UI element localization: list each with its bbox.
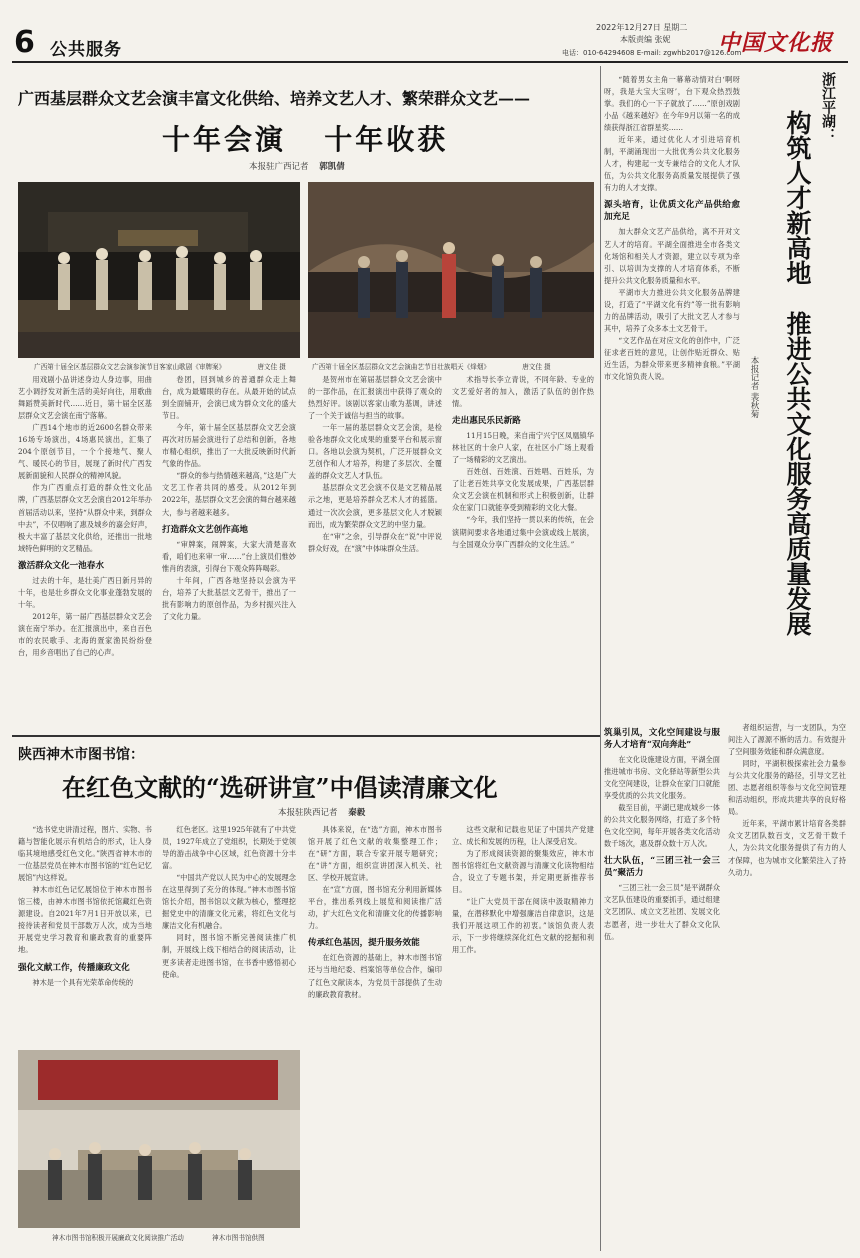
paragraph: “让广大党员干部在阅读中汲取精神力量，在潜移默化中增强廉洁自律意识，这是我们开展这项工作的初衷。”该馆负责人表示，下一步将继续深化红色文献的挖掘和利用工作。	[452, 897, 594, 955]
paragraph: 神木市红色记忆展馆位于神木市图书馆三楼，由神木市图书馆依托馆藏红色资源建设。自2021年7月1日开放以来，已接待读者和党员干部数万人次，成为当地开展党史学习教育和廉政教育的重要阵地。	[18, 885, 152, 955]
paragraph: “中国共产党以人民为中心的发展理念在这里得到了充分的体现。”神木市图书馆馆长介绍，图书馆以文献为核心，整理挖掘党史中的清廉文化元素，将红色文化与廉洁文化有机融合。	[162, 873, 296, 931]
paragraph: 者组织运营，与一支团队，为空间注入了源源不断的活力。有效提升了空间服务效能和群众满意度。	[728, 723, 846, 757]
article1-byline	[249, 160, 345, 172]
caption-left-credit: 唐文佳 摄	[257, 363, 286, 371]
subheading: 传承红色基因，提升服务效能	[308, 938, 420, 949]
article2-caption-text: 神木市图书馆积极开展廉政文化阅读推广活动	[52, 1234, 184, 1242]
article-guangxi	[12, 66, 598, 731]
caption-right	[312, 361, 551, 371]
phone-line: 电话：010-64294608 E-mail: zgwhb2017@126.com	[562, 49, 742, 57]
paragraph: 卷团，回到城乡的普通群众走上舞台，成为最耀眼的存在。从最开始的试点到全面铺开，会演已成为群众文化的盛大节日。	[162, 375, 296, 421]
subheading: 激活群众文化一池春水	[18, 560, 104, 571]
article2-caption	[52, 1232, 265, 1242]
paragraph: “三团三社一会三员”是平湖群众文艺队伍建设的重要抓手，通过组建文艺团队、成立文艺社团、发展文化志愿者，进一步壮大了群众文化队伍。	[604, 883, 720, 941]
paragraph: 在文化设施建设方面，平湖全面推进城市书房、文化驿站等新型公共文化空间建设，让群众在家门口就能享受优质的公共文化服务。	[604, 755, 720, 801]
subheading: 源头培育，让优质文化产品供给愈加充足	[604, 200, 740, 223]
article1-kicker: 广西基层群众文艺会演丰富文化供给、培养文艺人才、繁荣群众文艺——	[18, 89, 531, 108]
photo-shenpaian	[18, 182, 300, 358]
article1-title: 十年会演 十年收获	[162, 123, 449, 156]
masthead	[0, 0, 860, 62]
article-pinghu	[604, 66, 850, 1252]
subheading: 壮大队伍，“三团三社一会三员”聚活力	[604, 856, 720, 879]
paragraph: 神木是一个具有光荣革命传统的	[32, 977, 134, 987]
caption-left	[34, 361, 286, 371]
column-divider	[600, 66, 601, 1251]
article3-column-lower-right	[728, 722, 846, 1248]
paragraph: “选书党史讲清过程，图片、实物、书籍与智能化展示有机结合的形式，让人身临其境地感受红色文化。”陕西省神木市的一位基层党员在神木市图书馆的“红色记忆展馆”内这样说。	[18, 825, 152, 883]
subheading: 走出惠民乐民新路	[452, 416, 521, 427]
paragraph: 在“宣”方面，图书馆充分利用新媒体平台，推出系列线上展览和阅读推广活动，扩大红色文化和清廉文化的传播影响力。	[308, 885, 442, 931]
editor-line: 本版责编 张妮	[620, 35, 671, 44]
paragraph: “今年，我们坚持一贯以来的传统，在会演期间要求各地通过集中会演或线上展演，与全国观众分享广西群众的文化生活。”	[452, 515, 594, 549]
article2-kicker: 陕西神木市图书馆：	[18, 747, 144, 763]
paragraph: 一年一届的基层群众文艺会演，是检验各地群众文化成果的重要平台和展示窗口。各地以会演为契机，广泛开展群众文艺创作和人才培养，构建了多层次、全覆盖的群众文艺人才队伍。	[308, 423, 442, 481]
paragraph: 过去的十年，是壮美广西日新月异的十年，也是壮乡群众文化事业蓬勃发展的十年。	[18, 575, 152, 609]
article1-column-1	[18, 374, 152, 728]
article1-column-2	[162, 374, 296, 728]
article2-column-1	[18, 824, 152, 1046]
paragraph: “文艺作品在对应文化的创作中，广泛征求老百姓的意见，让创作贴近群众、贴近生活，为群众带来更多精神食粮。”平湖市文化馆负责人说。	[604, 335, 740, 382]
paragraph: 用戏剧小品讲述身边人身边事，用曲艺小调抒发对新生活的美好向往，用歌曲舞蹈赞美新时代……近日，第十届全区基层群众文艺会演在南宁落幕。	[18, 375, 152, 421]
caption-left-text: 广西第十届全区基层群众文艺会演参演节目客家山歌剧《审牌案》	[34, 363, 226, 371]
paragraph: 百姓创、百姓演、百姓唱、百姓乐，为了让老百姓共享文化发展成果，广西基层群众文艺会演在机制和形式上积极创新，让群众在家门口就能享受到精彩的文化大餐。	[452, 467, 594, 513]
paragraph: “审牌案，闹牌案，大家大清楚喜欢看，咱们也来审一审……”台上演员们惟妙惟肖的表演，引得台下观众阵阵喝彩。	[162, 539, 296, 573]
paragraph: 今年，第十届全区基层群众文艺会演再次对历届会演进行了总结和创新，各地市精心组织，推出了一大批反映新时代新气象的作品。	[162, 423, 296, 469]
article3-byline: 本报记者 裴秋菊	[749, 356, 759, 419]
article1-column-4	[452, 374, 594, 728]
paragraph: 近年来，平湖市累计培育各类群众文艺团队数百支，文艺骨干数千人，为公共文化服务提供了有力的人才保障，也为城市文化繁荣注入了持久动力。	[728, 819, 846, 877]
date-line: 2022年12月27日 星期二	[596, 23, 688, 32]
subheading: 打造群众文艺创作高地	[162, 524, 248, 535]
article3-column-upper	[604, 74, 740, 712]
newspaper-logo: 中国文化报	[718, 30, 834, 56]
paragraph: “随着男女主角一幕幕动情对白‘啊呀呀，我是大宝大宝呀’，台下观众热烈鼓掌。我们的心一下子就放了……”原创戏剧小品《越来越好》在今年9月以第一名的成绩获得浙江省群星奖……	[604, 75, 740, 133]
masthead-rule	[12, 61, 848, 63]
paragraph: 2012年，第一届广西基层群众文艺会演在南宁举办。在汇报演出中，来自百色市的农民歌手、北海的疍家渔民纷纷登台，用乡音唱出了自己的心声。	[18, 611, 152, 657]
paragraph: 同时，平湖积极探索社会力量参与公共文化服务的路径，引导文艺社团、志愿者组织等参与文化空间管理和活动组织，形成共建共享的良好格局。	[728, 759, 846, 817]
article3-column-lower-left	[604, 722, 720, 1248]
article-shenmu	[12, 738, 598, 1253]
article2-column-4	[452, 824, 594, 1244]
stage-scene-right	[308, 182, 594, 358]
article1-column-3	[308, 374, 442, 728]
subheading: 筑巢引凤，文化空间建设与服务人才培育“双向奔赴”	[604, 728, 720, 750]
article2-byline	[278, 806, 365, 818]
paragraph: 11月15日晚，来自南宁兴宁区凤凰镇华林社区的十余户人家，在社区小广场上观看了一场精彩的文艺演出。	[452, 431, 594, 465]
photo-library-reading	[18, 1050, 300, 1228]
paragraph: 具体来说，在“选”方面，神木市图书馆开展了红色文献的收集整理工作；在“研”方面，联合专家开展专题研究；在“讲”方面，组织宣讲团深入机关、社区、学校开展宣讲。	[308, 825, 442, 883]
paragraph: 是贺州市在第届基层群众文艺会演中的一部作品，在汇报演出中获得了观众的热烈好评。该剧以客家山歌为基调，讲述了一个关于诚信与担当的故事。	[308, 375, 442, 421]
caption-right-text: 广西第十届全区基层群众文艺会演曲艺节目壮族唱天《烽烟》	[312, 363, 491, 371]
article3-kicker: 浙江平湖：	[820, 72, 836, 142]
caption-right-credit: 唐文佳 摄	[522, 363, 551, 371]
stage-scene-left	[18, 182, 300, 358]
paragraph: 在红色资源的基础上，神木市图书馆还与当地纪委、档案馆等单位合作，编印了红色文献读本，为党员干部提供了生动的廉政教育教材。	[308, 953, 442, 999]
photo-fengyan	[308, 182, 594, 358]
paragraph: 基层群众文艺会演不仅是文艺精品展示之地，更是培养群众艺术人才的摇篮。通过一次次会演，更多基层文化人才脱颖而出，成为繁荣群众文艺的中坚力量。	[308, 483, 442, 529]
article2-title: 在红色文献的“选研讲宣”中倡读清廉文化	[62, 773, 498, 802]
paragraph: 作为广西重点打造的群众性文化品牌，广西基层群众文艺会演自2012年举办首届活动以来，坚持“从群众中来，到群众中去”，不仅唱响了惠及城乡的嘉会好声，极大丰富了基层文化供给，还推出一批地域特色鲜明的文艺精品。	[18, 483, 152, 553]
byline-author: 秦毅	[348, 808, 366, 818]
article2-column-3	[308, 824, 442, 1244]
paragraph: 广西14个地市的近2600名群众带来16场专场演出，4场惠民演出，汇集了204个原创节目，一个个接地气、聚人气、暖民心的节目，展现了新时代广西发展新面貌和人民群众的精神风貌。	[18, 423, 152, 481]
byline-label: 本报驻广西记者	[249, 162, 309, 172]
page-number: 6	[14, 25, 35, 60]
article2-column-2	[162, 824, 296, 1046]
article-divider	[12, 735, 600, 737]
paragraph: 加大群众文艺产品供给，离不开对文艺人才的培育。平湖全面推进全市各类文化场馆和相关人才资源，建立以专项为牵引、以培训为支撑的人才培育体系，不断提升公共文化服务质量和水平。	[604, 227, 740, 285]
paragraph: 为了形成阅读资源的聚集效应，神木市图书馆将红色文献资源与清廉文化读物相结合，设立了专题书架，并定期更新推荐书目。	[452, 849, 594, 895]
paragraph: 截至目前，平湖已建成城乡一体的公共文化服务网络，打造了多个特色文化空间，每年开展各类文化活动数千场次，惠及群众数十万人次。	[604, 803, 720, 849]
byline-author: 郭凯倩	[319, 162, 345, 172]
paragraph: 在“审”之余，引导群众在“说”中评说群众好戏，在“演”中体味群众生活。	[308, 531, 442, 553]
paragraph: “群众的参与热情越来越高，”这是广大文艺工作者共同的感受。从2012年到2022年，基层群众文艺会演的舞台越来越大，参与者越来越多。	[162, 471, 296, 517]
library-scene	[18, 1050, 300, 1228]
article2-caption-credit: 神木市图书馆供图	[211, 1234, 265, 1242]
section-title: 公共服务	[50, 40, 122, 60]
paragraph: 近年来，通过优化人才引进培育机制，平湖涌现出一大批优秀公共文化服务人才，构建起一支专兼结合的文化人才队伍，为公共文化服务高质量发展提供了强有力的人才支撑。	[604, 135, 740, 193]
paragraph: 同时，图书馆不断完善阅读推广机制，开展线上线下相结合的阅读活动，让更多读者走进图书馆，在书香中感悟初心使命。	[162, 933, 296, 979]
paragraph: 术指导长李立青说，不同年龄、专业的文艺爱好者的加入，激活了队伍的创作热情。	[452, 375, 594, 409]
article3-title: 构筑人才新高地 推进公共文化服务高质量发展	[783, 110, 812, 637]
paragraph: 这些文献和记载也见证了中国共产党建立、成长和发展的历程，让人深受启发。	[452, 825, 594, 847]
byline-label: 本报驻陕西记者	[278, 808, 338, 818]
subheading: 强化文献工作，传播廉政文化	[18, 962, 130, 973]
paragraph: 红色老区。这里1925年就有了中共党员，1927年成立了党组织，长期处于党领导的游击战争中心区域，红色资源十分丰富。	[162, 825, 296, 871]
paragraph: 十年间，广西各地坚持以会演为平台，培养了大批基层文艺骨干，推出了一批有影响力的原创作品，为乡村振兴注入了文化力量。	[162, 575, 296, 621]
paragraph: 平湖市大力推进公共文化服务品牌建设，打造了“平湖文化有约”等一批有影响力的品牌活动，吸引了大批文艺人才参与其中，培养了众多本土文艺骨干。	[604, 287, 740, 333]
